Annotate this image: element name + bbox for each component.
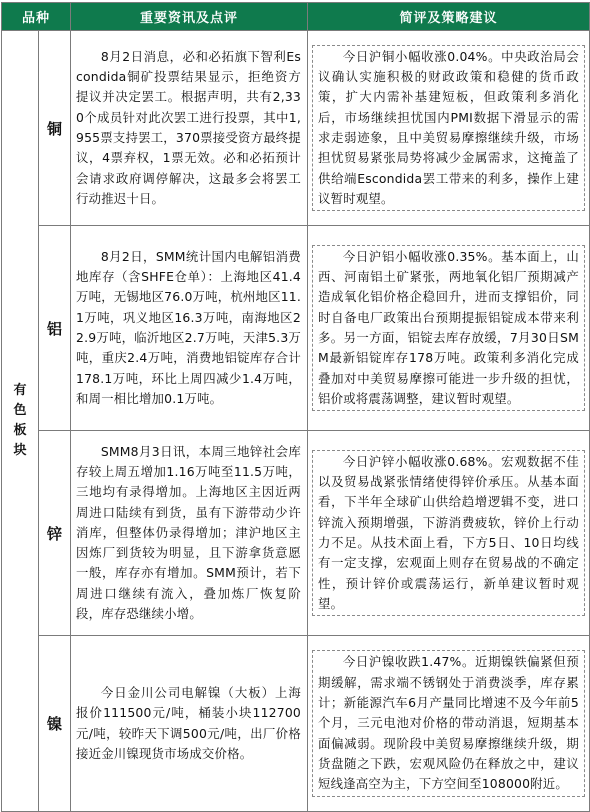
row-nickel bbox=[2, 636, 590, 812]
news-copper-text: 8月2日消息，必和必拓旗下智利Escondida铜矿投票结果显示，拒绝资方提议并决定罢工。根据声明，共有2,330个成员针对此次罢工进行投票，其中1,955票支持罢工，370票接受资方最终提议，4票弃权，1票无效。必和必拓预计会请求政府调停解决，这最多会将罢工行动推迟十日。 bbox=[76, 48, 302, 206]
metal-aluminum: 铝 bbox=[39, 226, 71, 431]
advice-nickel-text: 今日沪镍收跌1.47%。近期镍铁偏紧但预期缓解，需求端不锈钢处于消费淡季，库存累计；新能源汽车6月产量同比增速不及今年前5个月，三元电池对价格的带动消退，短期基本面偏减弱。现阶段中美贸易摩擦继续升级，期货盘随之下跌，宏观风险仍在释放之中，建议短线逢高空为主，下方空间至108000附近。 bbox=[312, 650, 585, 796]
header-advice: 简评及策略建议 bbox=[308, 3, 590, 31]
commodity-table bbox=[1, 2, 590, 812]
news-zinc-text: SMM8月3日讯，本周三地锌社会库存较上周五增加1.16万吨至11.5万吨，三地均有录得增加。上海地区主因近两周进口陆续有到货，虽有下游带动少许消库，但整体仍录得增加；津沪地区主因炼厂到货较为明显，且下游拿货意愿一般，库存亦有增加。SMM预计，若下周进口继续有流入，叠加炼厂恢复阶段，库存恐继续小增。 bbox=[76, 443, 302, 622]
news-aluminum bbox=[71, 226, 308, 431]
row-copper bbox=[2, 31, 590, 226]
news-zinc bbox=[71, 431, 308, 636]
advice-zinc bbox=[308, 431, 590, 636]
advice-nickel bbox=[308, 636, 590, 812]
sector-label bbox=[2, 31, 39, 812]
metal-copper: 铜 bbox=[39, 31, 71, 226]
advice-copper bbox=[308, 31, 590, 226]
news-copper bbox=[71, 31, 308, 226]
row-zinc bbox=[2, 431, 590, 636]
advice-aluminum-text: 今日沪铝小幅收涨0.35%。基本面上，山西、河南铝土矿紧张，两地氧化铝厂预期减产造成氧化铝价格企稳回升，进而支撑铝价，同时自备电厂政策出台预期提振铝锭成本带来利多。另一方面，铝锭去库存放缓，7月30日SMM最新铝锭库存178万吨。政策利多消化完成叠加对中美贸易摩擦可能进一步升级的担忧，铝价或将震荡调整，建议暂时观望。 bbox=[312, 245, 585, 411]
advice-copper-text: 今日沪铜小幅收涨0.04%。中央政治局会议确认实施积极的财政政策和稳健的货币政策，扩大内需补基建短板，但政策利多消化后，市场继续担忧国内PMI数据下滑显示的需求走弱迹象，且中美贸易摩擦继续升级，市场担忧贸易紧张局势将减少金属需求，这掩盖了供给端Escondida罢工带来的利多，操作上建议暂时观望。 bbox=[312, 45, 585, 211]
news-nickel-text: 今日金川公司电解镍（大板）上海报价111500元/吨，桶装小块112700元/吨，较昨天下调500元/吨，出厂价格接近金川镍现货市场成交价格。 bbox=[76, 684, 302, 761]
news-aluminum-text: 8月2日，SMM统计国内电解铝消费地库存（含SHFE仓单）：上海地区41.4万吨，无锡地区76.0万吨，杭州地区11.1万吨，巩义地区16.3万吨，南海地区22.9万吨，临沂地区2.7万吨，天津5.3万吨，重庆2.4万吨，消费地铝锭库存合计178.1万吨，环比上周四减少1.4万吨，和周一相比增加0.1万吨。 bbox=[76, 248, 302, 406]
header-row bbox=[2, 3, 590, 31]
header-news: 重要资讯及点评 bbox=[71, 3, 308, 31]
news-nickel bbox=[71, 636, 308, 812]
row-aluminum bbox=[2, 226, 590, 431]
advice-aluminum bbox=[308, 226, 590, 431]
header-category: 品种 bbox=[2, 3, 71, 31]
sector-label-text: 有色板块 bbox=[13, 383, 27, 458]
metal-zinc: 锌 bbox=[39, 431, 71, 636]
advice-zinc-text: 今日沪锌小幅收涨0.68%。宏观数据不佳以及贸易战紧张情绪使得锌价承压。从基本面看，下半年全球矿山供给趋增逻辑不变，进口锌流入预期增强，下游消费疲软，锌价上行动力不足。从技术面上看，下方5日、10日均线有一定支撑，宏观面上则存在贸易战的不确定性，预计锌价或震荡运行，新单建议暂时观望。 bbox=[312, 450, 585, 616]
metal-nickel: 镍 bbox=[39, 636, 71, 812]
